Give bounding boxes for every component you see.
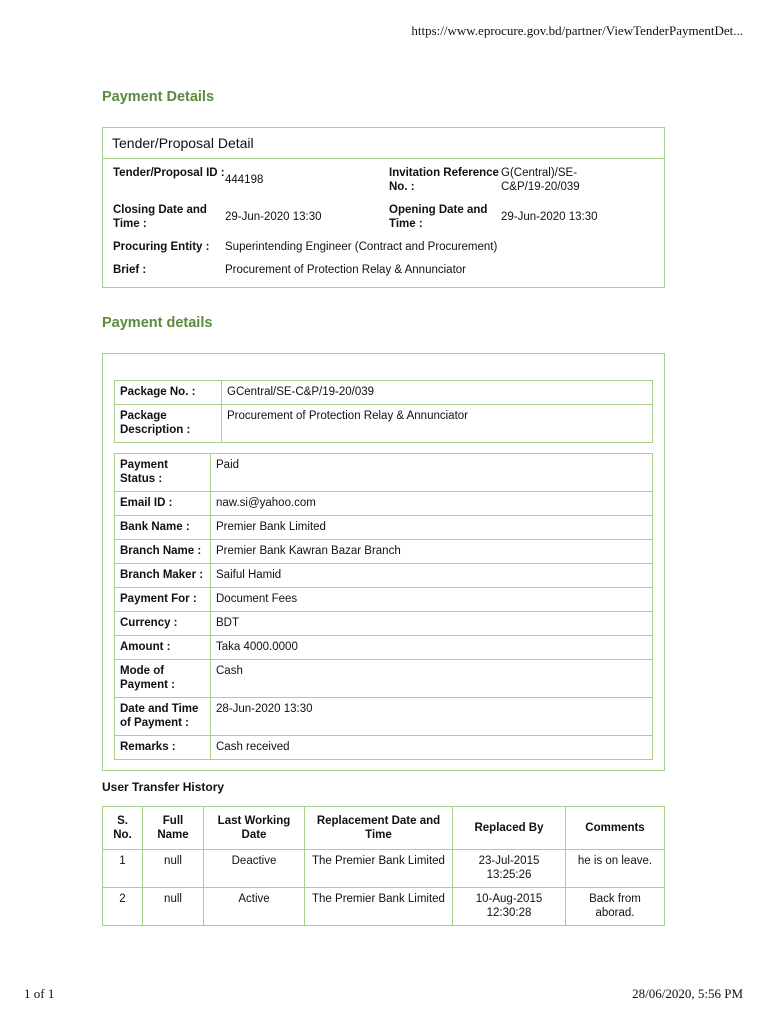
- payment-datetime-label: Date and Time of Payment :: [115, 698, 211, 736]
- invitation-ref-value: G(Central)/SE-C&P/19-20/039: [501, 167, 580, 193]
- branch-maker-value: Saiful Hamid: [211, 564, 653, 588]
- payment-for-row: [115, 588, 653, 612]
- table-row: [103, 888, 665, 926]
- cell-replaced-by: 23-Jul-2015 13:25:26: [453, 850, 566, 888]
- payment-mode-value: Cash: [211, 660, 653, 698]
- payment-for-value: Document Fees: [211, 588, 653, 612]
- branch-maker-row: [115, 564, 653, 588]
- payment-datetime-row: [115, 698, 653, 736]
- package-desc-value: Procurement of Protection Relay & Annunciator: [222, 405, 653, 443]
- brief-label: Brief :: [113, 264, 147, 276]
- user-transfer-history-table: [102, 806, 665, 926]
- remarks-value: Cash received: [211, 736, 653, 760]
- bank-name-label: Bank Name :: [115, 516, 211, 540]
- closing-date-value: 29-Jun-2020 13:30: [225, 211, 322, 223]
- amount-row: [115, 636, 653, 660]
- cell-comments: he is on leave.: [566, 850, 665, 888]
- payment-status-value: Paid: [211, 454, 653, 492]
- tender-id-value: 444198: [225, 174, 264, 186]
- payment-status-label: Payment Status :: [115, 454, 211, 492]
- cell-full-name: null: [143, 850, 204, 888]
- amount-label: Amount :: [115, 636, 211, 660]
- bank-name-row: [115, 516, 653, 540]
- payment-section-title: Payment details: [102, 315, 213, 331]
- col-header-comments: Comments: [566, 807, 665, 850]
- currency-value: BDT: [211, 612, 653, 636]
- cell-serial: 2: [103, 888, 143, 926]
- currency-row: [115, 612, 653, 636]
- page-title: Payment Details: [102, 89, 215, 105]
- cell-replacement-date: The Premier Bank Limited: [305, 888, 453, 926]
- cell-comments: Back from aborad.: [566, 888, 665, 926]
- tender-id-label: Tender/Proposal ID :: [113, 167, 225, 179]
- branch-name-row: [115, 540, 653, 564]
- print-datetime: 28/06/2020, 5:56 PM: [632, 986, 743, 1001]
- cell-replacement-date: The Premier Bank Limited: [305, 850, 453, 888]
- cell-full-name: null: [143, 888, 204, 926]
- bank-name-value: Premier Bank Limited: [211, 516, 653, 540]
- package-table: [114, 380, 653, 443]
- branch-name-label: Branch Name :: [115, 540, 211, 564]
- cell-last-working-date: Active: [204, 888, 305, 926]
- remarks-row: [115, 736, 653, 760]
- user-transfer-history-title: User Transfer History: [102, 780, 225, 794]
- branch-maker-label: Branch Maker :: [115, 564, 211, 588]
- opening-date-label: Opening Date and Time :: [389, 204, 488, 230]
- package-desc-row: [115, 405, 653, 443]
- tender-detail-heading: Tender/Proposal Detail: [103, 128, 664, 159]
- closing-date-label: Closing Date and Time :: [113, 204, 207, 230]
- package-no-value: GCentral/SE-C&P/19-20/039: [222, 381, 653, 405]
- col-header-serial: S. No.: [103, 807, 143, 850]
- col-header-last-working-date: Last Working Date: [204, 807, 305, 850]
- amount-value: Taka 4000.0000: [211, 636, 653, 660]
- payment-for-label: Payment For :: [115, 588, 211, 612]
- table-row: [103, 850, 665, 888]
- tender-detail-box: [102, 127, 665, 288]
- payment-datetime-value: 28-Jun-2020 13:30: [211, 698, 653, 736]
- package-no-row: [115, 381, 653, 405]
- payment-info-table: [114, 453, 653, 760]
- email-label: Email ID :: [115, 492, 211, 516]
- page-url: https://www.eprocure.gov.bd/partner/ViewTenderPaymentDet...: [411, 23, 743, 38]
- email-row: [115, 492, 653, 516]
- cell-serial: 1: [103, 850, 143, 888]
- payment-mode-label: Mode of Payment :: [115, 660, 211, 698]
- opening-date-value: 29-Jun-2020 13:30: [501, 211, 598, 223]
- remarks-label: Remarks :: [115, 736, 211, 760]
- procuring-entity-label: Procuring Entity :: [113, 241, 210, 253]
- package-desc-label: Package Description :: [115, 405, 222, 443]
- branch-name-value: Premier Bank Kawran Bazar Branch: [211, 540, 653, 564]
- payment-status-row: [115, 454, 653, 492]
- invitation-ref-label: Invitation Reference No. :: [389, 167, 499, 193]
- page-number: 1 of 1: [24, 986, 55, 1001]
- brief-value: Procurement of Protection Relay & Annunciator: [225, 264, 466, 276]
- col-header-replaced-by: Replaced By: [453, 807, 566, 850]
- col-header-full-name: Full Name: [143, 807, 204, 850]
- email-value: naw.si@yahoo.com: [211, 492, 653, 516]
- payment-mode-row: [115, 660, 653, 698]
- procuring-entity-value: Superintending Engineer (Contract and Procurement): [225, 241, 498, 253]
- package-no-label: Package No. :: [115, 381, 222, 405]
- cell-replaced-by: 10-Aug-2015 12:30:28: [453, 888, 566, 926]
- tender-detail-grid: [113, 166, 658, 283]
- currency-label: Currency :: [115, 612, 211, 636]
- history-header-row: [103, 807, 665, 850]
- col-header-replacement-date: Replacement Date and Time: [305, 807, 453, 850]
- cell-last-working-date: Deactive: [204, 850, 305, 888]
